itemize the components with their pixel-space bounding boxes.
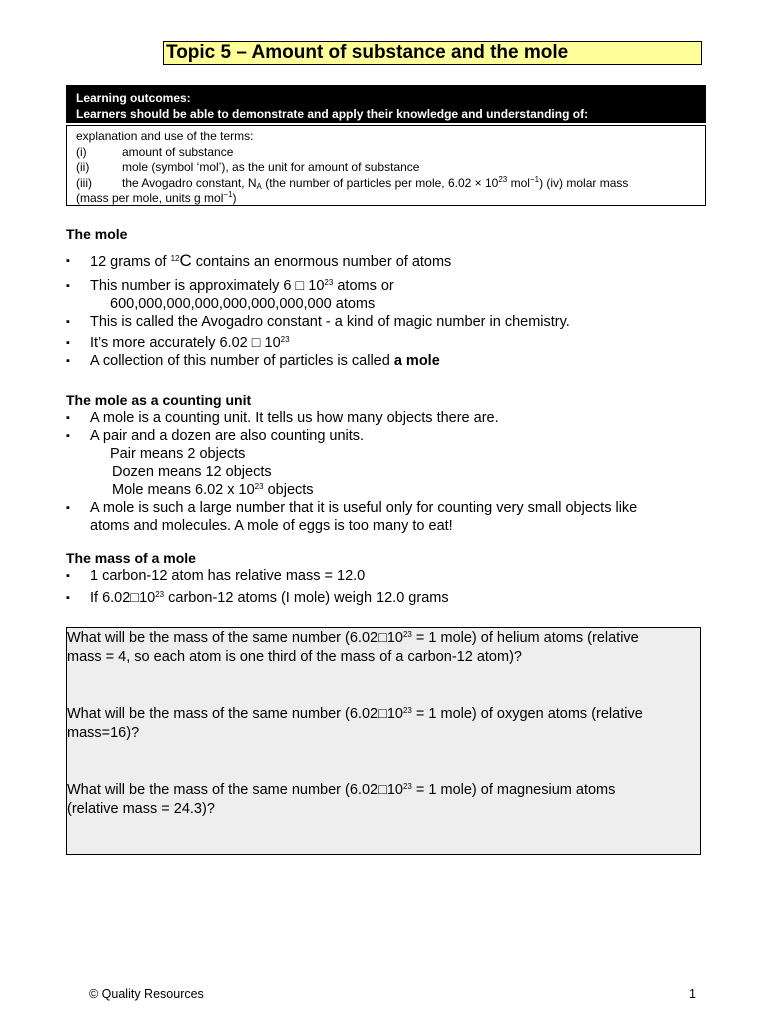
page-number: 1 bbox=[689, 987, 696, 1001]
section-heading: The mole as a counting unit bbox=[66, 392, 252, 408]
list-item: ▪ This is called the Avogadro constant - a kind of magic number in chemistry. bbox=[66, 313, 716, 331]
page-title: Topic 5 – Amount of substance and the mole bbox=[163, 41, 702, 65]
section-counting-unit bbox=[66, 391, 716, 535]
outcome-item bbox=[76, 176, 697, 192]
outcome-text: (mass per mole, units g mol bbox=[76, 191, 224, 205]
section-heading: The mole bbox=[66, 226, 128, 242]
question-oxygen: What will be the mass of the same number ($6.02□10^{23} = 1$ mole) of oxygen atoms (relative mass=16)? bbox=[67, 706, 643, 741]
section-the-mole bbox=[66, 225, 716, 370]
questions-box bbox=[66, 627, 701, 855]
outcome-number: (ii) bbox=[76, 160, 90, 174]
list-item: ▪ 1 carbon-12 atom has relative mass = 12.0 bbox=[66, 567, 716, 585]
outcome-number: (iii) bbox=[76, 175, 92, 190]
footer-copyright: © Quality Resources bbox=[89, 987, 204, 1001]
section-mass-of-mole bbox=[66, 549, 716, 607]
list-continuation: Pair means 2 objects bbox=[110, 446, 246, 462]
section-heading: The mass of a mole bbox=[66, 550, 196, 566]
list-item: ▪ A collection of this number of particles is called a mole bbox=[66, 352, 716, 370]
outcome-text: ) bbox=[232, 191, 237, 205]
outcome-text: mol bbox=[507, 175, 530, 190]
list-item: ▪ This number is approximately 6 □ $10^{23}$ atoms or bbox=[66, 277, 716, 295]
outcome-text: (the number of particles per mole, 6.02 × 10 bbox=[261, 175, 499, 190]
outcome-text: the Avogadro constant, N bbox=[122, 175, 257, 190]
outcome-text: ) (iv) molar mass bbox=[539, 175, 629, 190]
outcome-number: (i) bbox=[76, 144, 87, 159]
list-continuation: Dozen means 12 objects bbox=[112, 464, 272, 480]
outcome-subscript: A bbox=[256, 181, 262, 191]
outcome-item bbox=[76, 191, 697, 207]
outcome-item bbox=[76, 145, 697, 161]
question-helium: What will be the mass of the same number ($6.02□10^{23} = 1$ mole) of helium atoms (relative mass = 4, so each atom is one third of the mass of a carbon-12 atom)? bbox=[67, 630, 639, 665]
outcome-superscript: 23 bbox=[498, 174, 508, 184]
learning-outcomes-heading: Learning outcomes: bbox=[76, 91, 191, 105]
list-item: ▪ A pair and a dozen are also counting units. bbox=[66, 427, 716, 445]
list-item: ▪ A mole is a counting unit. It tells us how many objects there are. bbox=[66, 409, 716, 427]
list-continuation: Mole means 6.02 x $10^{23}$ objects bbox=[112, 482, 314, 498]
outcome-text: amount of substance bbox=[122, 144, 234, 159]
outcome-superscript: −1 bbox=[223, 190, 233, 199]
list-item: ▪ It’s more accurately 6.02 □ $10^{23}$ bbox=[66, 334, 716, 352]
outcome-item bbox=[76, 160, 697, 176]
list-continuation: 600,000,000,000,000,000,000,000 atoms bbox=[110, 296, 376, 312]
learning-outcomes-box bbox=[66, 85, 706, 206]
learning-outcomes-body bbox=[66, 125, 706, 206]
learning-outcomes-subheading: Learners should be able to demonstrate and apply their knowledge and understanding of: bbox=[76, 107, 589, 121]
list-item: ▪ 12 grams of $^{12}$C contains an enormous number of atoms bbox=[66, 252, 716, 271]
outcome-text: mole (symbol ‘mol’), as the unit for amount of substance bbox=[122, 160, 420, 174]
outcome-superscript: −1 bbox=[529, 174, 540, 184]
outcomes-intro: explanation and use of the terms: bbox=[76, 129, 254, 143]
list-item: ▪ A mole is such a large number that it is useful only for counting very small objects like atoms and molecules. A mole of eggs is too many to eat! bbox=[66, 499, 716, 535]
learning-outcomes-header bbox=[66, 85, 706, 123]
question-magnesium: What will be the mass of the same number ($6.02□10^{23} = 1$ mole) of magnesium atoms (relative mass = 24.3)? bbox=[67, 782, 616, 817]
list-item: ▪ If $6.02□10^{23}$ carbon-12 atoms (I mole) weigh 12.0 grams bbox=[66, 589, 716, 607]
